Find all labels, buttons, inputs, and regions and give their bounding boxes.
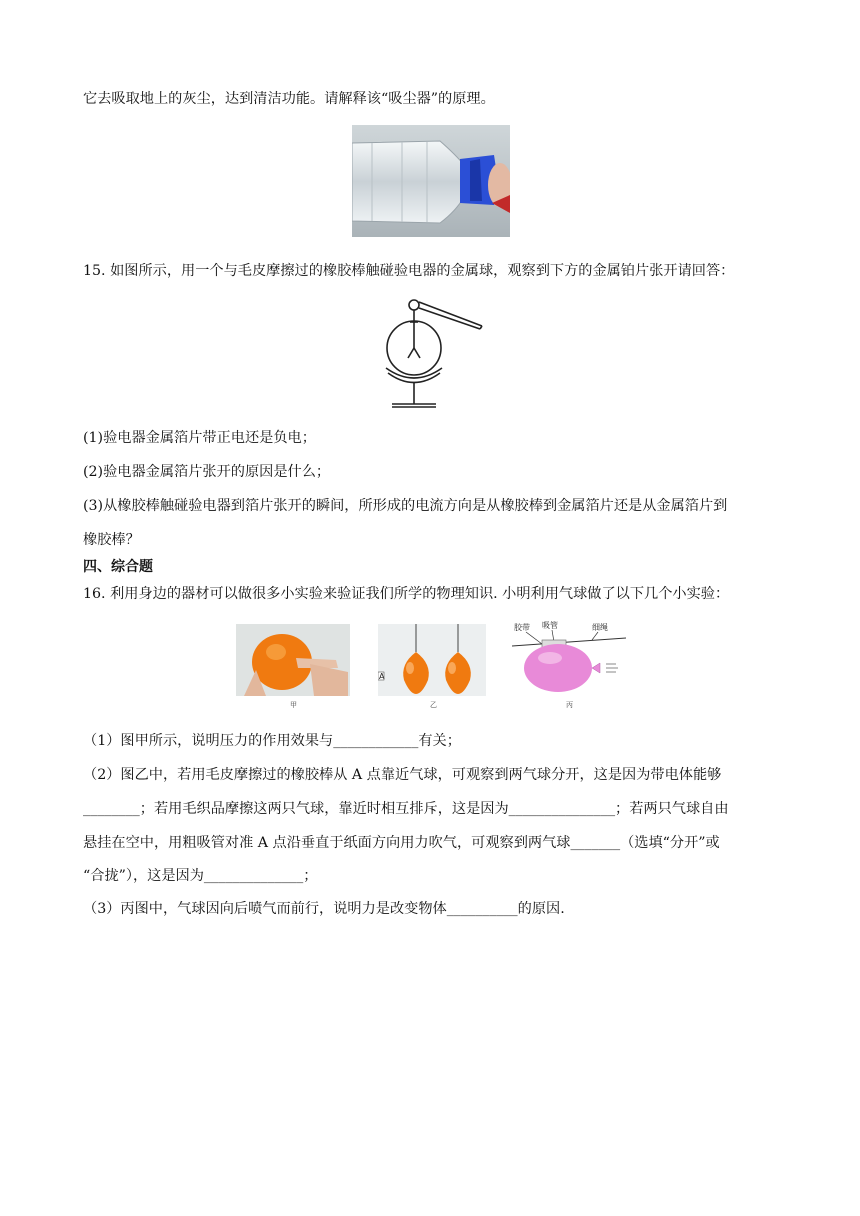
question-16-stem: 16. 利用身边的器材可以做很多小实验来验证我们所学的物理知识. 小明利用气球做了以下几个小实验：: [83, 586, 730, 602]
intro-text: 它去吸取地上的灰尘，达到清洁功能。请解释该“吸尘器”的原理。: [83, 91, 495, 107]
question-16-sub-1: （1）图甲所示，说明压力的作用效果与____________有关；: [83, 733, 461, 749]
question-16-sub-2-line-1: （2）图乙中，若用毛皮摩擦过的橡胶棒从 A 点靠近气球，可观察到两气球分开，这是因为带电体能够: [83, 767, 722, 783]
bottle-vacuum-photo: [352, 125, 510, 237]
question-16-sub-2-line-2: ________；若用毛织品摩擦这两只气球，靠近时相互排斥，这是因为_______________；若两只气球自由: [83, 801, 729, 817]
question-15-stem: 15. 如图所示，用一个与毛皮摩擦过的橡胶棒触碰验电器的金属球，观察到下方的金属铂片张开请回答：: [83, 263, 735, 279]
rope-label: 细绳: [592, 623, 608, 632]
tape-label: 胶带: [514, 623, 530, 632]
straw-label: 吸管: [542, 621, 558, 630]
figure-jia-caption: 甲: [290, 701, 297, 709]
electroscope-diagram: [380, 292, 486, 412]
question-16-sub-2-line-4: “合拢”），这是因为______________；: [83, 868, 318, 884]
question-16-sub-2-line-3: 悬挂在空中，用粗吸管对准 A 点沿垂直于纸面方向用力吹气，可观察到两气球_______（选填“分开”或: [83, 835, 720, 851]
figure-yi-caption: 乙: [430, 701, 437, 709]
question-16-sub-3: （3）丙图中，气球因向后喷气而前行，说明力是改变物体__________的原因.: [83, 901, 565, 917]
figure-bing-diagram: [512, 620, 626, 700]
question-15-sub-3-line-2: 橡胶棒？: [83, 532, 140, 548]
figure-bing-caption: 丙: [566, 701, 573, 709]
figure-jia-photo: [236, 624, 350, 696]
point-a-label: A: [379, 672, 385, 681]
question-15-sub-1: (1)验电器金属箔片带正电还是负电；: [83, 430, 316, 446]
question-15-sub-2: (2)验电器金属箔片张开的原因是什么；: [83, 464, 331, 480]
figure-yi-photo: [378, 624, 486, 696]
section-heading: 四、综合题: [83, 559, 153, 575]
question-15-sub-3-line-1: (3)从橡胶棒触碰验电器到箔片张开的瞬间，所形成的电流方向是从橡胶棒到金属箔片还是从金属箔片到: [83, 498, 728, 514]
